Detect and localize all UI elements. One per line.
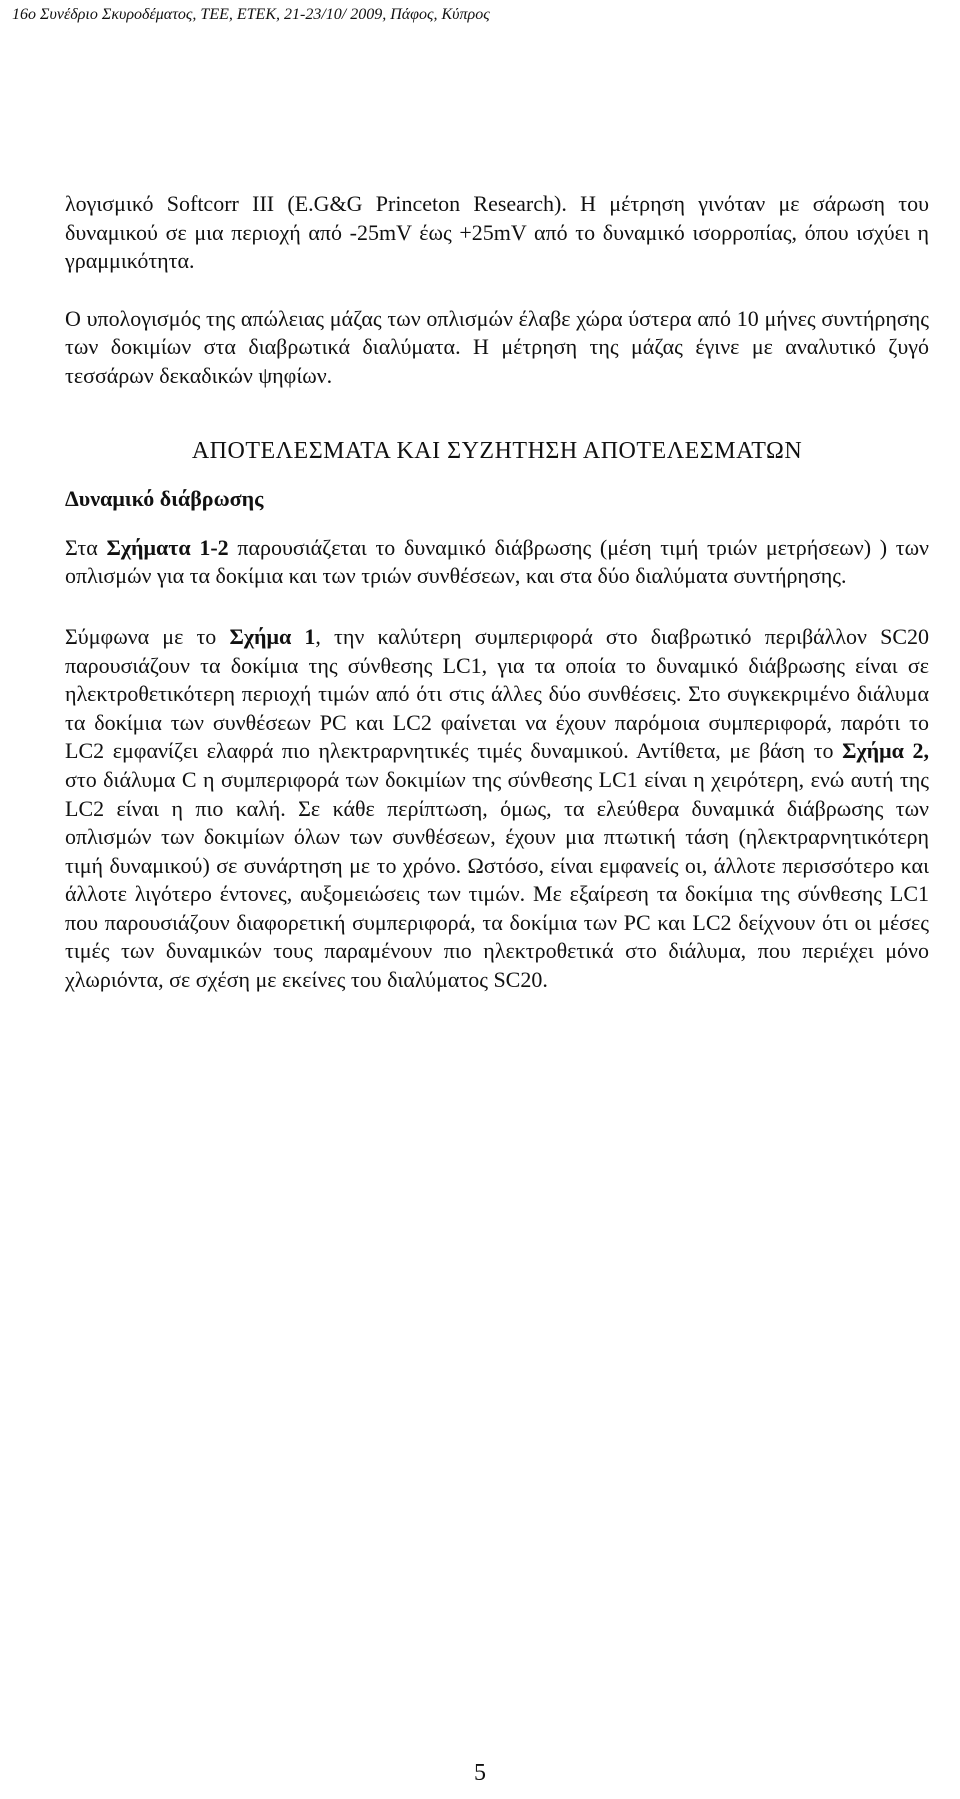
paragraph-text: Σύμφωνα με το — [65, 623, 230, 649]
paragraph-text: στο διάλυμα C η συμπεριφορά των δοκιμίων της σύνθεσης LC1 είναι η χειρότερη, ενώ αυτή της LC2 είναι η πιο καλή. Σε κάθε περίπτωση, όμως, τα ελεύθερα δυναμικά διάβρωσης των οπλισμών των δοκιμίων όλων των συνθέσεων, έχουν μια πτωτική τάση (ηλεκτραρνητικότερη τιμή δυναμικού) σε συνάρτηση με το χρόνο. Ωστόσο, είναι εμφανείς οι, άλλοτε περισσότερο και άλλοτε λιγότερο έντονες, αυξομειώσεις των τιμών. Με εξαίρεση τα δοκίμια της σύνθεσης LC1 που παρουσιάζουν διαφορετική συμπεριφορά, τα δοκίμια των PC και LC2 δείχνουν ότι οι μέσες τιμές των δυναμικών τους παραμένουν πιο ηλεκτροθετικά στο διάλυμα, που περιέχει μόνο χλωριόντα, σε σχέση με εκείνες του διαλύματος SC20. — [65, 766, 929, 993]
page-number: 5 — [474, 1760, 486, 1786]
paragraph-figures-intro — [65, 534, 929, 591]
subsection-title: Δυναμικό διάβρωσης — [65, 486, 264, 512]
running-header: 16ο Συνέδριο Σκυροδέματος, ΤΕΕ, ΕΤΕΚ, 21-23/10/ 2009, Πάφος, Κύπρος — [12, 6, 490, 23]
paragraph-software-measurement: λογισμικό Softcorr III (E.G&G Princeton Research). Η μέτρηση γινόταν με σάρωση του δυναμικού σε μια περιοχή από -25mV έως +25mV από το δυναμικό ισορροπίας, όπου ισχύει η γραμμικότητα. — [65, 191, 929, 274]
paragraph-mass-loss: Ο υπολογισμός της απώλειας μάζας των οπλισμών έλαβε χώρα ύστερα από 10 μήνες συντήρησης των δοκιμίων στα διαβρωτικά διαλύματα. Η μέτρηση της μάζας έγινε με αναλυτικό ζυγό τεσσάρων δεκαδικών ψηφίων. — [65, 305, 929, 388]
figure-reference: Σχήμα 2, — [842, 738, 929, 764]
paragraph-text: παρουσιάζεται το δυναμικό διάβρωσης (μέση τιμή τριών μετρήσεων) ) των οπλισμών για τα δοκίμια και των τριών συνθέσεων, και στα δύο διαλύματα συντήρησης. — [65, 534, 929, 589]
section-title: ΑΠΟΤΕΛΕΣΜΑΤΑ ΚΑΙ ΣΥΖΗΤΗΣΗ ΑΠΟΤΕΛΕΣΜΑΤΩΝ — [191, 437, 803, 464]
figure-reference: Σχήματα 1-2 — [106, 534, 229, 560]
figure-reference: Σχήμα 1 — [229, 623, 316, 649]
paragraph-text: , την καλύτερη συμπεριφορά στο διαβρωτικό περιβάλλον SC20 παρουσιάζουν τα δοκίμια της σύνθεσης LC1, για τα οποία το δυναμικό διάβρωσης είναι σε ηλεκτροθετικότερη περιοχή τιμών από ότι στις άλλες δύο συνθέσεις. Στο συγκεκριμένο διάλυμα τα δοκίμια των συνθέσεων PC και LC2 φαίνεται να έχουν παρόμοια συμπεριφορά, παρότι το LC2 εμφανίζει ελαφρά πιο ηλεκτραρνητικές τιμές δυναμικού. Αντίθετα, με βάση το — [65, 623, 929, 764]
paragraph-text: Στα — [65, 534, 107, 560]
page-body — [65, 190, 929, 995]
paragraph-figure-discussion — [65, 623, 929, 995]
